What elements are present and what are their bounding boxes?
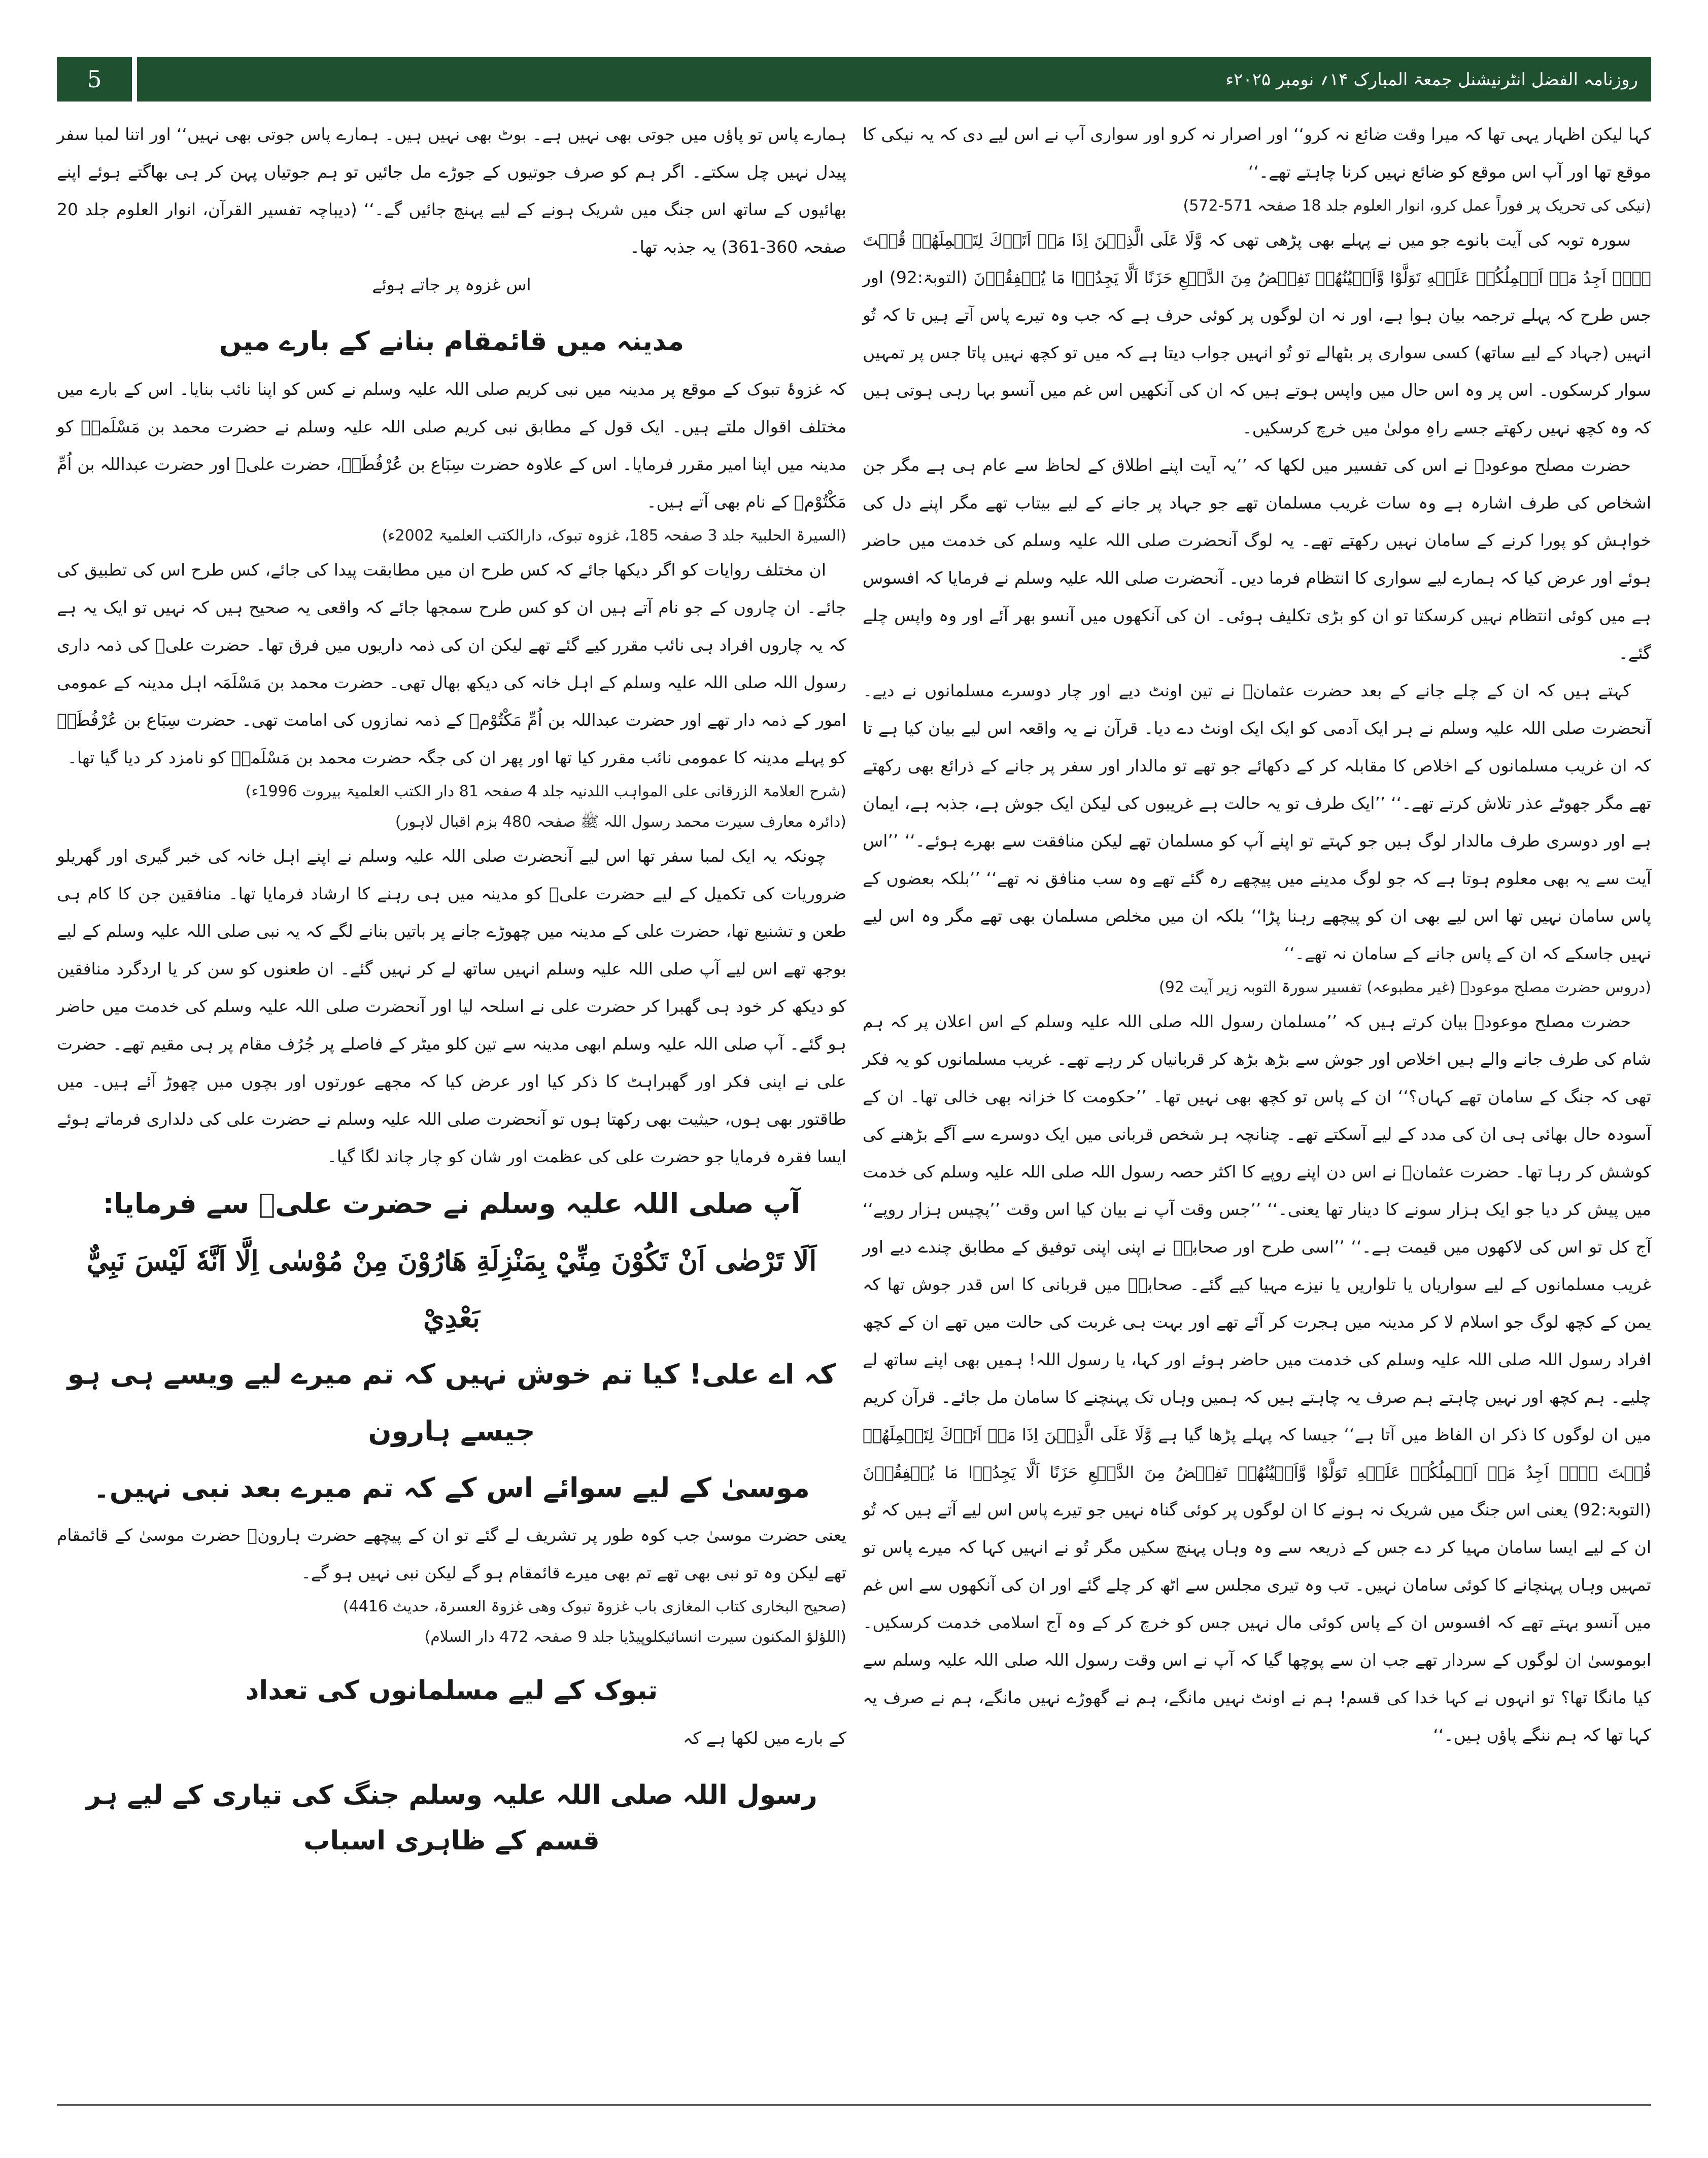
left-column [57,116,846,1870]
paragraph: کہتے ہیں کہ ان کے چلے جانے کے بعد حضرت عثمانؓ نے تین اونٹ دیے اور چار دوسرے مسلمانوں نے دیے۔ آنحضرت صلی اللہ علیہ وسلم نے ہر ایک آدمی کو ایک ایک اونٹ دے دیا۔ قرآن نے یہ واقعہ اس لیے بیان کیا ہے تا کہ ان غریب مسلمانوں کے اخلاص کا مقابلہ کر کے دکھائے جو تھے تو مالدار اور سفر پر جانے کے ذرائع بھی رکھتے تھے مگر جھوٹے عذر تلاش کرتے تھے۔‘‘ ’’ایک طرف تو یہ حالت ہے غریبوں کی لیکن ایک جوش ہے، جذبہ ہے، ایمان ہے اور دوسری طرف مالدار لوگ ہیں جو کہتے تو اپنے آپ کو مسلمان تھے لیکن منافقت سے بھرے ہوئے۔‘‘ ’’اس آیت سے یہ بھی معلوم ہوتا ہے کہ جو لوگ مدینے میں پیچھے رہ گئے تھے وہ سب منافق نہ تھے‘‘ ’’بلکہ بعضوں کے پاس سامان نہیں تھا اس لیے بھی ان کو پیچھے رہنا پڑا‘‘ بلکہ ان میں مخلص مسلمان بھی تھے مگر وہ اس لیے نہیں جاسکے کہ ان کے پاس جانے کے سامان نہ تھے۔‘‘ [863,681,1651,963]
paragraph: یعنی حضرت موسیٰ جب کوہ طور پر تشریف لے گئے تو ان کے پیچھے حضرت ہارونؑ حضرت موسیٰ کے قائمقام تھے لیکن وہ تو نبی بھی تھے تم بھی میرے قائمقام ہو گے لیکن نبی نہیں ہو گے۔ [57,1525,846,1582]
source-citation: (اللؤلؤ المکنون سیرت انسائیکلوپیڈیا جلد 9 صفحہ 472 دار السلام) [424,1628,846,1646]
masthead-bar [137,57,1651,102]
paragraph: ہمارے پاس تو پاؤں میں جوتی بھی نہیں ہے۔ بوٹ بھی نہیں ہیں۔ ہمارے پاس جوتی بھی نہیں‘‘ اور اتنا لمبا سفر پیدل نہیں چل سکتے۔ اگر ہم کو صرف جوتیوں کے جوڑے مل جائیں تو ہم جوتیاں پہن کر ہی بھاگتے ہوئے اپنے بھائیوں کے ساتھ اس جنگ میں شریک ہونے کے لیے پہنچ جائیں گے۔‘‘ (دیباچہ تفسیر القرآن، انوار العلوم جلد 20 صفحہ 360-361) یہ جذبہ تھا۔ [57,124,846,257]
paragraph: حضرت مصلح موعودؓ نے اس کی تفسیر میں لکھا کہ ’’یہ آیت اپنے اطلاق کے لحاظ سے عام ہی ہے مگر جن اشخاص کی طرف اشارہ ہے وہ سات غریب مسلمان تھے جو جہاد پر جانے کے لیے بیتاب تھے مگر اپنے دل کی خواہش کو پورا کرنے کے سامان نہیں رکھتے تھے۔ یہ لوگ آنحضرت صلی اللہ علیہ وسلم کی خدمت میں حاضر ہوئے اور عرض کیا کہ ہمارے لیے سواری کا انتظام فرما دیں۔ آنحضرت صلی اللہ علیہ وسلم نے فرمایا کہ افسوس ہے میں کوئی انتظام نہیں کرسکتا تو ان کو بڑی تکلیف ہوئی۔ ان کی آنکھوں میں آنسو بھر آئے اور وہ واپس چلے گئے۔ [863,455,1651,663]
paragraph-text: حضرت مصلح موعودؓ بیان کرتے ہیں کہ ’’مسلمان رسول اللہ صلی اللہ علیہ وسلم کے اس اعلان پر کہ ہم شام کی طرف جانے والے ہیں اخلاص اور جوش سے بڑھ بڑھ کر قربانیاں کر رہے تھے۔ غریب مسلمانوں کو یہ فکر تھی کہ جنگ کے سامان تھے کہاں؟‘‘ ان کے پاس تو کچھ بھی نہیں تھا۔ ’’حکومت کا خزانہ بھی خالی تھا۔ ان کے آسودہ حال بھائی ہی ان کی مدد کے لیے آسکتے تھے۔ چنانچہ ہر شخص قربانی میں ایک دوسرے سے آگے بڑھنے کی کوشش کر رہا تھا۔ حضرت عثمانؓ نے اس دن اپنے روپے کا اکثر حصہ رسول اللہ صلی اللہ علیہ وسلم کی خدمت میں پیش کر دیا جو ایک ہزار سونے کا دینار تھا یعنی۔‘‘ ’’جس وقت آپ نے بیان کیا اس وقت ’’پچیس ہزار روپے‘‘ آج کل تو اس کی لاکھوں میں قیمت ہے۔‘‘ ’’اسی طرح اور صحابہؓ نے اپنی اپنی توفیق کے مطابق چندے دیے اور غریب مسلمانوں کے لیے سواریاں یا تلواریں یا نیزے مہیا کیے گئے۔ صحابہؓ میں قربانی کا اس قدر جوش تھا کہ یمن کے کچھ لوگ جو اسلام لا کر مدینہ میں ہجرت کر آئے تھے اور بہت ہی غربت کی حالت میں تھے ان کے کچھ افراد رسول اللہ صلی اللہ علیہ وسلم کی خدمت میں حاضر ہوئے اور کہا، یا رسول اللہ! ہمیں بھی اپنے ساتھ لے چلیے۔ ہم کچھ اور نہیں چاہتے ہم صرف یہ چاہتے ہیں کہ ہمیں وہاں تک پہنچنے کا سامان مل جائے۔ قرآن کریم میں ان لوگوں کا ذکر ان الفاظ میں آتا ہے‘‘ جیسا کہ پہلے پڑھا گیا ہے [863,1011,1651,1444]
quote-arabic: اَلَا تَرْضٰى اَنْ تَكُوْنَ مِنِّيْ بِمَنْزِلَةِ هَارُوْنَ مِنْ مُوْسٰى اِلَّا اَنَّهٗ لَيْسَ نَبِيٌّ بَعْدِيْ [86,1244,817,1334]
paragraph [863,1003,1651,1754]
source-citation: (دائرہ معارف سیرت محمد رسول اللہ ﷺ صفحہ 480 بزم اقبال لاہور) [395,813,846,831]
section-heading: تبوک کے لیے مسلمانوں کی تعداد [245,1675,658,1706]
paragraph: اس غزوہ پر جاتے ہوئے [372,275,531,294]
paragraph-text: (التوبۃ:92) یعنی اس جنگ میں شریک نہ ہونے کا ان لوگوں پر کوئی گناہ نہیں جو تیرے پاس اس لیے آتے ہیں کہ تُو ان کے لیے ایسا سامان مہیا کر دے جس کے ذریعہ سے وہ وہاں پہنچ سکیں مگر تُو نے انہیں کہا کہ میرے پاس تو تمہیں وہاں پہنچانے کا کوئی سامان نہیں۔ تب وہ تیری مجلس سے اٹھ کر چلے گئے اور ان کی آنکھوں سے اس غم میں آنسو بہتے تھے کہ افسوس ان کے پاس کوئی مال نہیں جس کو خرچ کر کے وہ آج اسلامی خدمت کرسکیں۔ ابوموسیٰ ان لوگوں کے سردار تھے جب ان سے پوچھا گیا کہ آپ نے اس وقت رسول اللہ صلی اللہ علیہ وسلم سے کیا مانگا تھا؟ تو انہوں نے کہا خدا کی قسم! ہم نے اونٹ نہیں مانگے، ہم نے گھوڑے نہیں مانگے، ہم نے صرف یہ کہا تھا کہ ہم ننگے پاؤں ہیں۔‘‘ [863,1500,1651,1745]
source-citation: (نیکی کی تحریک پر فوراً عمل کرو، انوار العلوم جلد 18 صفحہ 571-572) [1183,197,1651,215]
masthead-title: روزنامہ الفضل انٹرنیشنل جمعۃ المبارک ۱۴؍ نومبر ۲۰۲۵ء [1225,69,1638,90]
quran-verse: وَّلَا عَلَى الَّذِيۡنَ اِذَا مَاۤ اَتَوۡكَ لِتَحۡمِلَهُمۡ قُلۡتَ لَاۤ اَجِدُ مَاۤ اَحۡمِلُكُمۡ عَلَيۡهِ تَوَلَّوْا وَّاَعۡيُنُهُمۡ تَفِيۡضُ مِنَ الدَّمۡعِ حَزَنًا اَلَّا يَجِدُوۡا مَا يُنۡفِقُوۡنَ [863,1425,1651,1482]
source-citation: (شرح العلامۃ الزرقانی علی المواہب اللدنیہ جلد 4 صفحہ 81 دار الکتب العلمیۃ بیروت 1996ء) [245,783,846,800]
page-header [57,57,1651,102]
section-heading: مدینہ میں قائمقام بنانے کے بارے میں [219,326,684,357]
paragraph: کہ غزوۂ تبوک کے موقع پر مدینہ میں نبی کریم صلی اللہ علیہ وسلم نے کس کو اپنا نائب بنایا۔ اس کے بارے میں مختلف اقوال ملتے ہیں۔ ایک قول کے مطابق نبی کریم صلی اللہ علیہ وسلم نے حضرت محمد بن مَسْلَمہؓ کو مدینہ میں اپنا امیر مقرر فرمایا۔ اس کے علاوہ حضرت سِبَاع بن عُرْفُطَہؓ، حضرت علیؓ اور حضرت عبداللہ بن اُمِّ مَکْتُوْمؓ کے نام بھی آتے ہیں۔ [57,379,846,512]
quote-translation-line: موسیٰ کے لیے سوائے اس کے کہ تم میرے بعد نبی نہیں۔ [93,1472,810,1504]
page-number: 5 [57,57,132,102]
paragraph: کے بارے میں لکھا ہے کہ [682,1728,846,1748]
paragraph [863,221,1651,447]
bottom-divider [57,2104,1651,2106]
paragraph-text: سورہ توبہ کی آیت بانوے جو میں نے پہلے بھی پڑھی تھی کہ [1208,230,1631,250]
section-heading: رسول اللہ صلی اللہ علیہ وسلم جنگ کی تیاری کے لیے ہر قسم کے ظاہری اسباب [86,1780,817,1856]
quote-intro: آپ صلی اللہ علیہ وسلم نے حضرت علیؓ سے فرمایا: [103,1188,801,1220]
hadith-quote [57,1175,846,1516]
source-citation: (دروس حضرت مصلح موعودؓ (غیر مطبوعہ) تفسیر سورۃ التوبہ زیر آیت 92) [1158,979,1651,996]
paragraph: ان مختلف روایات کو اگر دیکھا جائے کہ کس طرح ان میں مطابقت پیدا کی جائے، کس طرح اس کی تطبیق کی جائے۔ ان چاروں کے جو نام آتے ہیں ان کو کس طرح سمجھا جائے کہ واقعی یہ صحیح ہیں کہ نہیں تو ایک یہ ہے کہ یہ چاروں افراد ہی نائب مقرر کیے گئے تھے لیکن ان کی ذمہ داریوں میں فرق تھا۔ حضرت علیؓ کی ذمہ داری رسول اللہ صلی اللہ علیہ وسلم کے اہل خانہ کی دیکھ بھال تھی۔ حضرت محمد بن مَسْلَمَہ اہل مدینہ کے عمومی امور کے ذمہ دار تھے اور حضرت عبداللہ بن اُمِّ مَکْتُوْمؓ کے ذمہ نمازوں کی امامت تھی۔ حضرت سِبَاع بن عُرْفُطَہؓ کو پہلے مدینہ کا عمومی نائب مقرر کیا تھا اور پھر ان کی جگہ حضرت محمد بن مَسْلَمہؓ کو نامزد کر دیا گیا تھا۔ [57,560,846,767]
paragraph: کہا لیکن اظہار یہی تھا کہ میرا وقت ضائع نہ کرو‘‘ اور اصرار نہ کرو اور سواری آپ نے اس لیے دی کہ یہ نیکی کا موقع تھا اور آپ اس موقع کو ضائع نہیں کرنا چاہتے تھے۔‘‘ [863,124,1651,182]
quran-verse: وَّلَا عَلَى الَّذِيۡنَ اِذَا مَاۤ اَتَوۡكَ لِتَحۡمِلَهُمۡ قُلۡتَ لَاۤ اَجِدُ مَاۤ اَحۡمِلُكُمۡ عَلَيۡهِ تَوَلَّوْا وَّاَعۡيُنُهُمۡ تَفِيۡضُ مِنَ الدَّمۡعِ حَزَنًا اَلَّا يَجِدُوۡا مَا يُنۡفِقُوۡنَ [863,230,1652,287]
paragraph-text: (التوبۃ:92) اور جس طرح کہ پہلے ترجمہ بیان ہوا ہے، اور نہ ان لوگوں پر کوئی حرف ہے کہ جب وہ تیرے پاس آتے ہیں تا کہ تُو انہیں (جہاد کے لیے ساتھ) کسی سواری پر بٹھالے تو تُو انہیں جواب دیتا ہے کہ میں تو کچھ نہیں پاتا جس پر تمہیں سوار کرسکوں۔ اس پر وہ اس حال میں واپس ہوتے ہیں کہ ان کی آنکھیں اس غم میں آنسو بہا رہی ہوتی ہیں کہ وہ کچھ نہیں رکھتے جسے راہِ مولیٰ میں خرچ کرسکیں۔ [863,267,1651,437]
paragraph: چونکہ یہ ایک لمبا سفر تھا اس لیے آنحضرت صلی اللہ علیہ وسلم نے اپنے اہل خانہ کی خبر گیری اور گھریلو ضروریات کی تکمیل کے لیے حضرت علیؓ کو مدینہ میں ہی رہنے کا ارشاد فرمایا تھا۔ منافقین جن کا کام ہی طعن و تشنیع تھا، حضرت علی کے مدینہ میں چھوڑے جانے پر باتیں بنانے لگے کہ یہ نبی صلی اللہ علیہ وسلم کے لیے بوجھ تھے اس لیے آپ صلی اللہ علیہ وسلم انہیں ساتھ لے کر نہیں گئے۔ ان طعنوں کو سن کر یا اردگرد منافقین کو دیکھ کر خود ہی گھبرا کر حضرت علی نے اسلحہ لیا اور آنحضرت صلی اللہ علیہ وسلم کی خدمت میں حاضر ہو گئے۔ آپ صلی اللہ علیہ وسلم ابھی مدینہ سے تین کلو میٹر کے فاصلے پر جُرُف مقام پر ہی مقیم تھے۔ حضرت علی نے اپنی فکر اور گھبراہٹ کا ذکر کیا اور عرض کیا کہ مجھے عورتوں اور بچوں میں چھوڑ آئے ہیں۔ میں طاقتور بھی ہوں، حیثیت بھی رکھتا ہوں تو آنحضرت صلی اللہ علیہ وسلم نے حضرت علی کی دلداری فرماتے ہوئے ایسا فقرہ فرمایا جو حضرت علی کی عظمت اور شان کو چار چاند لگا گیا۔ [57,846,846,1166]
source-citation: (صحیح البخاری کتاب المغازی باب غزوۃ تبوک وھی غزوۃ العسرۃ، حدیث 4416) [343,1598,846,1615]
source-citation: (السیرۃ الحلبیۃ جلد 3 صفحہ 185، غزوہ تبوک، دارالکتب العلمیۃ 2002ء) [382,527,846,545]
quote-translation-line: کہ اے علی! کیا تم خوش نہیں کہ تم میرے لیے ویسے ہی ہو جیسے ہارون [67,1358,836,1447]
right-column [863,116,1651,1754]
